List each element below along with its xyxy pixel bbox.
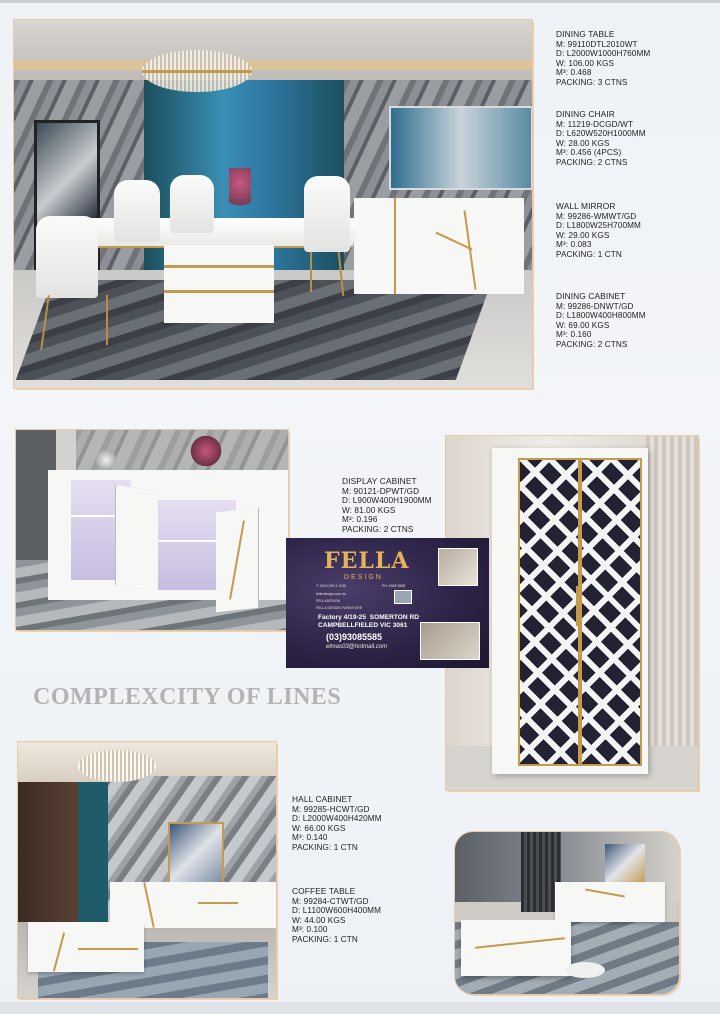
spec-dining-cabinet (556, 292, 646, 350)
sideboard-photo (16, 430, 288, 630)
spec-line: M: 99284-CTWT/GD (292, 896, 369, 906)
spec-line: D: L1800W25H700MM (556, 221, 641, 231)
spec-line: D: L900W400H1900MM (342, 496, 432, 506)
spec-line: D: L620W520H1000MM (556, 129, 646, 139)
curtain (646, 436, 698, 790)
spec-line: M³: 0.468 (556, 68, 592, 78)
table-gold-band (164, 265, 274, 268)
spec-line: W: 66.00 KGS (292, 823, 346, 833)
spec-line: M: 90121-DPWT/GD (342, 486, 420, 496)
spec-line: D: L1100W600H400MM (292, 906, 382, 916)
curtain (18, 782, 78, 932)
card-address: Factory 4/19-25 SOMERTON RD CAMPBELLFIELED VIC 3061 (318, 614, 420, 629)
spec-line: W: 28.00 KGS (556, 138, 610, 148)
cabinet-gold-line (198, 902, 238, 904)
lattice-pattern (582, 460, 640, 764)
spec-dining-chair (556, 110, 646, 168)
spec-line: W: 69.00 KGS (556, 320, 610, 330)
spec-title: DINING TABLE (556, 29, 615, 39)
dining-chair (170, 175, 214, 233)
dining-chair (36, 216, 98, 298)
spec-coffee-table (292, 887, 381, 945)
card-phone: (03)93085585 (326, 632, 383, 642)
card-link: fella.design.com.au (316, 592, 347, 596)
dining-chair (114, 180, 160, 242)
spec-line: PACKING: 1 CTN (292, 934, 358, 944)
spec-wall-mirror (556, 202, 641, 260)
cabinet-handle (580, 586, 582, 626)
spec-line: M³: 0.100 (292, 925, 328, 935)
business-card (286, 538, 489, 668)
card-link: FELLA DESIGN FURNITURE (316, 606, 363, 610)
spec-line: M³: 0.083 (556, 240, 592, 250)
table-gold-band (164, 290, 274, 293)
decor-sphere (96, 450, 116, 470)
card-brand-sub: DESIGN (344, 574, 383, 581)
wall-mirror (389, 106, 532, 190)
headline: COMPLEXCITY OF LINES (33, 684, 342, 710)
ottoman (565, 962, 605, 978)
spec-line: M³: 0.196 (342, 515, 378, 525)
spec-line: W: 106.00 KGS (556, 58, 615, 68)
table-gold-line (78, 948, 138, 950)
spec-line: PACKING: 1 CTN (556, 249, 622, 259)
card-brand: FELLA (324, 548, 410, 574)
chandelier (78, 750, 156, 782)
hall-cabinet (555, 882, 665, 922)
ceiling (14, 20, 532, 84)
card-link: FELLADESIGN (316, 599, 341, 603)
coffee-table (28, 922, 144, 972)
card-email: elmas03@hotmail.com (326, 644, 388, 650)
spec-title: DISPLAY CABINET (342, 476, 417, 486)
card-tiny-text: T: 0415 290 3 1235 (316, 584, 346, 588)
spec-line: D: L1800W400H800MM (556, 311, 646, 321)
lattice-pattern (520, 460, 578, 764)
spec-dining-table (556, 30, 650, 88)
coffee-table-photo (455, 832, 679, 994)
wall-art (605, 844, 645, 884)
spec-line: M: 99285-HCWT/GD (292, 804, 370, 814)
card-tiny-text: PH: 9308 5585 (382, 584, 406, 588)
chair-leg (310, 252, 312, 292)
spec-title: HALL CABINET (292, 794, 353, 804)
spec-line: PACKING: 2 CTNS (342, 524, 414, 534)
spec-line: M³: 0.160 (556, 330, 592, 340)
card-thumbnail (420, 622, 480, 660)
spec-hall-cabinet (292, 795, 382, 853)
spec-line: W: 81.00 KGS (342, 505, 396, 515)
dining-room-photo (14, 20, 532, 388)
flowers (186, 436, 226, 466)
wall-art (168, 822, 224, 886)
spec-line: D: L2000W400H420MM (292, 814, 382, 824)
flower-vase (229, 168, 251, 218)
spec-display-cabinet (342, 477, 432, 535)
spec-line: M: 99286-WMWT/GD (556, 211, 637, 221)
spec-line: M: 99110DTL2010WT (556, 39, 638, 49)
spec-line: PACKING: 2 CTNS (556, 157, 628, 167)
dining-table-base (164, 245, 274, 323)
spec-title: COFFEE TABLE (292, 886, 356, 896)
bottom-border (0, 1002, 720, 1014)
spec-line: PACKING: 2 CTNS (556, 339, 628, 349)
cabinet-gold-line (394, 198, 396, 294)
teal-wall (78, 782, 108, 932)
hall-cabinet-photo (18, 742, 276, 998)
spec-line: W: 29.00 KGS (556, 230, 610, 240)
dining-cabinet (354, 198, 524, 294)
spec-line: M: 99286-DNWT/GD (556, 301, 634, 311)
spec-title: DINING CHAIR (556, 109, 615, 119)
cabinet-handle (576, 586, 578, 626)
spec-line: D: L2000W1000H760MM (556, 49, 651, 59)
open-door (116, 485, 158, 591)
spec-line: PACKING: 1 CTN (292, 842, 358, 852)
card-thumbnail (438, 548, 478, 586)
card-thumbnail (394, 590, 412, 604)
dining-chair (304, 176, 350, 252)
spec-title: WALL MIRROR (556, 201, 616, 211)
spec-title: DINING CABINET (556, 291, 626, 301)
spec-line: M³: 0.456 (4PCS) (556, 148, 622, 158)
spec-line: W: 44.00 KGS (292, 915, 346, 925)
spec-line: PACKING: 3 CTNS (556, 77, 628, 87)
top-border (0, 0, 720, 3)
chair-leg (106, 295, 108, 345)
ceiling-light-strip (14, 60, 532, 70)
spec-line: M³: 0.140 (292, 833, 328, 843)
chandelier-ring (142, 70, 252, 73)
spec-line: M: 11219-DCGD/WT (556, 119, 633, 129)
